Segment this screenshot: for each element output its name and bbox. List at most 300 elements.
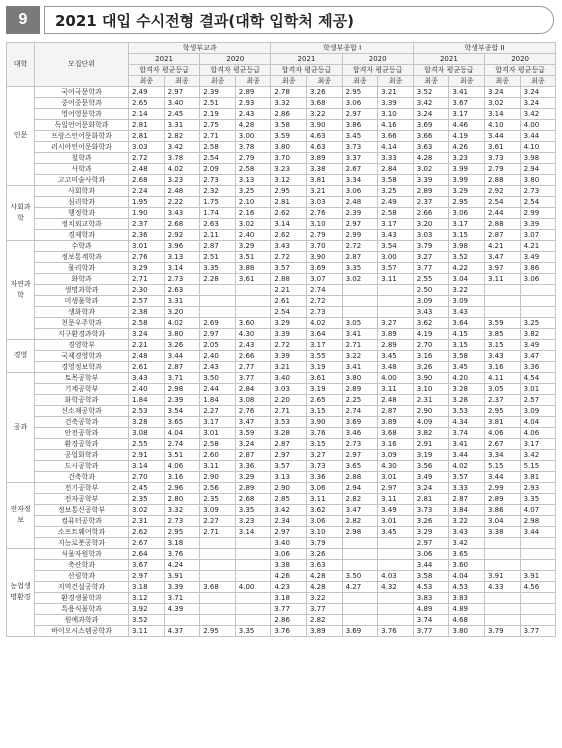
grade-value-cell [200, 284, 236, 295]
grade-value-cell: 2.40 [200, 350, 236, 361]
grade-value-cell: 3.39 [378, 97, 414, 108]
grade-value-cell: 3.06 [306, 515, 342, 526]
grade-value-cell [200, 295, 236, 306]
grade-value-cell: 4.34 [449, 416, 485, 427]
grade-value-cell: 3.29 [413, 526, 449, 537]
grade-value-cell: 3.24 [413, 482, 449, 493]
grade-value-cell: 2.90 [413, 405, 449, 416]
grade-value-cell: 2.22 [164, 196, 200, 207]
grade-value-cell: 3.08 [129, 427, 165, 438]
grade-value-cell: 2.37 [484, 394, 520, 405]
grade-value-cell: 2.58 [200, 438, 236, 449]
grade-value-cell: 2.35 [129, 493, 165, 504]
grade-value-cell: 3.13 [164, 251, 200, 262]
grade-value-cell: 4.46 [449, 119, 485, 130]
grade-value-cell: 2.87 [271, 438, 307, 449]
college-group-cell: 농업생명환경 [7, 548, 35, 636]
grade-value-cell: 3.15 [306, 438, 342, 449]
grade-value-cell: 3.26 [413, 361, 449, 372]
grade-value-cell: 2.24 [129, 185, 165, 196]
grade-value-cell: 2.37 [413, 196, 449, 207]
grade-value-cell: 3.52 [413, 86, 449, 97]
grade-value-cell [484, 614, 520, 625]
grade-value-cell: 2.73 [164, 515, 200, 526]
grade-value-cell [342, 603, 378, 614]
grade-value-cell: 4.00 [378, 372, 414, 383]
grade-value-cell: 3.47 [484, 251, 520, 262]
grade-value-cell: 4.02 [164, 317, 200, 328]
grade-value-cell: 2.45 [164, 108, 200, 119]
grade-value-cell: 2.91 [129, 449, 165, 460]
table-row [7, 273, 556, 284]
grade-value-cell: 4.30 [378, 460, 414, 471]
grade-value-cell: 4.26 [449, 141, 485, 152]
grade-value-cell: 3.09 [378, 449, 414, 460]
grade-value-cell: 3.19 [306, 383, 342, 394]
grade-value-cell: 2.95 [342, 86, 378, 97]
grade-value-cell: 2.88 [271, 273, 307, 284]
grade-value-cell: 3.81 [520, 471, 556, 482]
grade-value-cell: 4.89 [413, 603, 449, 614]
grade-value-cell: 2.30 [129, 284, 165, 295]
grade-value-cell: 2.74 [306, 284, 342, 295]
table-row [7, 548, 556, 559]
grade-value-cell: 3.43 [484, 350, 520, 361]
grade-value-cell: 2.98 [342, 526, 378, 537]
grade-value-cell: 3.70 [306, 240, 342, 251]
page-title: 2021 대입 수시전형 결과(대학 입학처 제공) [44, 6, 554, 34]
grade-value-cell: 2.89 [484, 493, 520, 504]
grade-value-cell: 3.77 [413, 625, 449, 636]
grade-value-cell [520, 603, 556, 614]
unit-name-cell: 컴퓨터공학과 [35, 515, 129, 526]
grade-value-cell: 3.06 [413, 548, 449, 559]
grade-value-cell: 3.80 [164, 328, 200, 339]
grade-value-cell: 3.69 [306, 262, 342, 273]
table-row [7, 482, 556, 493]
grade-value-cell: 2.94 [520, 163, 556, 174]
grade-value-cell: 3.81 [484, 416, 520, 427]
grade-value-cell: 3.01 [378, 515, 414, 526]
grade-value-cell: 3.65 [449, 548, 485, 559]
grade-value-cell: 3.03 [271, 383, 307, 394]
table-row [7, 97, 556, 108]
grade-value-cell: 3.01 [129, 240, 165, 251]
grade-value-cell: 3.43 [449, 306, 485, 317]
category-header: 학생부종합 I [271, 43, 413, 54]
unit-name-cell: 안전공학과 [35, 427, 129, 438]
grade-value-cell: 2.66 [413, 207, 449, 218]
grade-value-cell: 4.39 [164, 603, 200, 614]
grade-value-cell: 3.69 [342, 416, 378, 427]
grade-value-cell: 2.98 [164, 383, 200, 394]
unit-name-cell: 고고미술사학과 [35, 174, 129, 185]
grade-value-cell [200, 570, 236, 581]
grade-value-cell: 3.60 [235, 317, 271, 328]
grade-value-cell: 3.28 [449, 383, 485, 394]
grade-value-cell: 2.58 [235, 163, 271, 174]
grade-value-cell: 3.89 [306, 152, 342, 163]
table-row [7, 493, 556, 504]
grade-value-cell: 2.97 [378, 482, 414, 493]
grade-value-cell: 4.02 [449, 460, 485, 471]
college-group-cell: 공과 [7, 372, 35, 482]
grade-value-cell: 3.09 [413, 295, 449, 306]
unit-name-cell: 미생물학과 [35, 295, 129, 306]
grade-value-cell: 2.36 [129, 229, 165, 240]
grade-value-cell: 3.41 [342, 328, 378, 339]
grade-value-cell: 3.67 [129, 559, 165, 570]
grade-value-cell: 3.21 [306, 185, 342, 196]
grade-value-cell: 3.35 [520, 493, 556, 504]
grade-value-cell: 3.99 [449, 174, 485, 185]
final-header: 최종 [164, 75, 200, 86]
grade-value-cell: 2.95 [449, 196, 485, 207]
grade-value-cell: 3.92 [129, 603, 165, 614]
grade-value-cell: 2.70 [129, 471, 165, 482]
grade-value-cell: 2.68 [129, 174, 165, 185]
grade-value-cell: 3.34 [484, 449, 520, 460]
grade-value-cell: 2.54 [484, 196, 520, 207]
grade-value-cell: 4.09 [413, 416, 449, 427]
grade-value-cell: 3.66 [413, 130, 449, 141]
grade-value-cell: 3.31 [164, 295, 200, 306]
grade-value-cell: 3.84 [449, 504, 485, 515]
college-group-cell: 전자정보 [7, 482, 35, 548]
grade-value-cell: 2.95 [164, 526, 200, 537]
college-group-cell: 인문 [7, 86, 35, 185]
grade-value-cell: 3.47 [520, 350, 556, 361]
table-row [7, 108, 556, 119]
table-row [7, 152, 556, 163]
grade-value-cell: 2.89 [342, 383, 378, 394]
grade-value-cell: 3.26 [306, 86, 342, 97]
grade-value-cell: 3.42 [520, 108, 556, 119]
grade-value-cell: 3.31 [164, 119, 200, 130]
grade-value-cell: 3.91 [520, 570, 556, 581]
grade-value-cell: 3.63 [413, 141, 449, 152]
grade-value-cell: 2.58 [378, 207, 414, 218]
unit-name-cell: 기계공학부 [35, 383, 129, 394]
grade-value-cell: 4.10 [520, 141, 556, 152]
grade-value-cell: 2.82 [342, 515, 378, 526]
grade-value-cell: 2.63 [164, 284, 200, 295]
unit-name-cell: 원예과학과 [35, 614, 129, 625]
grade-value-cell: 3.22 [449, 515, 485, 526]
grade-value-cell: 2.69 [200, 317, 236, 328]
grade-value-cell: 2.87 [378, 405, 414, 416]
grade-value-cell [378, 306, 414, 317]
grade-value-cell: 3.36 [520, 361, 556, 372]
grade-value-cell: 4.04 [164, 427, 200, 438]
grade-value-cell [235, 614, 271, 625]
grade-value-cell: 2.75 [200, 119, 236, 130]
grade-value-cell: 4.16 [378, 119, 414, 130]
grade-value-cell: 3.68 [306, 97, 342, 108]
grade-value-cell: 3.26 [164, 339, 200, 350]
grade-value-cell: 3.35 [235, 625, 271, 636]
grade-value-cell: 3.09 [200, 504, 236, 515]
grade-value-cell: 2.73 [306, 306, 342, 317]
grade-value-cell: 2.58 [200, 141, 236, 152]
grade-value-cell [235, 559, 271, 570]
grade-value-cell: 3.79 [484, 625, 520, 636]
grade-value-cell: 2.62 [129, 526, 165, 537]
grade-value-cell: 2.44 [484, 207, 520, 218]
grade-value-cell: 2.39 [342, 207, 378, 218]
grade-value-cell: 2.88 [484, 174, 520, 185]
unit-name-cell: 특용식물학과 [35, 603, 129, 614]
grade-value-cell: 2.49 [129, 86, 165, 97]
grade-value-cell: 3.01 [520, 383, 556, 394]
grade-value-cell: 3.59 [235, 427, 271, 438]
grade-value-cell: 3.41 [342, 361, 378, 372]
unit-name-cell: 도시공학과 [35, 460, 129, 471]
table-row [7, 141, 556, 152]
grade-value-cell [342, 295, 378, 306]
grade-value-cell: 3.24 [413, 108, 449, 119]
grade-value-cell: 3.86 [484, 504, 520, 515]
grade-value-cell: 4.20 [449, 372, 485, 383]
unit-name-cell: 물리학과 [35, 262, 129, 273]
grade-value-cell: 3.90 [413, 372, 449, 383]
grade-value-cell: 3.69 [342, 625, 378, 636]
grade-value-cell: 4.11 [484, 372, 520, 383]
grade-value-cell: 3.24 [129, 328, 165, 339]
grade-value-cell: 4.27 [342, 581, 378, 592]
grade-value-cell: 3.90 [306, 251, 342, 262]
grade-value-cell: 2.45 [129, 482, 165, 493]
grade-value-cell: 2.89 [378, 339, 414, 350]
grade-value-cell: 2.54 [200, 152, 236, 163]
grade-value-cell: 3.15 [484, 339, 520, 350]
grade-value-cell: 3.24 [520, 97, 556, 108]
year-header: 2020 [484, 54, 555, 65]
grade-value-cell: 4.37 [164, 625, 200, 636]
grade-value-cell: 2.25 [342, 394, 378, 405]
grade-value-cell: 3.80 [271, 141, 307, 152]
grade-value-cell: 3.18 [271, 592, 307, 603]
grade-value-cell: 3.39 [271, 328, 307, 339]
grade-value-cell: 2.51 [200, 251, 236, 262]
grade-value-cell: 4.53 [449, 581, 485, 592]
table-row [7, 515, 556, 526]
grade-value-cell: 3.43 [129, 372, 165, 383]
grade-value-cell: 3.41 [449, 438, 485, 449]
grade-value-cell: 3.78 [235, 141, 271, 152]
grade-value-cell: 1.75 [200, 196, 236, 207]
grade-value-cell: 2.81 [271, 196, 307, 207]
grade-value-cell: 3.39 [413, 174, 449, 185]
table-row [7, 196, 556, 207]
grade-value-cell: 3.61 [235, 273, 271, 284]
grade-value-cell: 3.54 [164, 405, 200, 416]
grade-value-cell: 3.00 [235, 130, 271, 141]
grade-value-cell: 2.76 [235, 405, 271, 416]
unit-name-cell: 경영정보학과 [35, 361, 129, 372]
grade-value-cell: 2.67 [342, 163, 378, 174]
grade-value-cell: 2.40 [235, 229, 271, 240]
grade-value-cell: 3.90 [306, 416, 342, 427]
grade-value-cell: 4.02 [164, 163, 200, 174]
grade-value-cell: 3.22 [449, 284, 485, 295]
grade-value-cell: 3.89 [378, 328, 414, 339]
table-row [7, 295, 556, 306]
grade-value-cell: 3.68 [378, 427, 414, 438]
table-row [7, 581, 556, 592]
grade-value-cell: 3.17 [449, 218, 485, 229]
grade-value-cell: 3.13 [235, 174, 271, 185]
table-row [7, 603, 556, 614]
grade-value-cell: 3.42 [271, 504, 307, 515]
grade-value-cell: 2.32 [200, 185, 236, 196]
grade-value-cell: 3.54 [378, 240, 414, 251]
grade-value-cell: 4.15 [449, 328, 485, 339]
grade-value-cell: 3.41 [449, 86, 485, 97]
grade-value-cell: 4.07 [520, 504, 556, 515]
grade-value-cell [484, 306, 520, 317]
grade-value-cell: 2.95 [271, 185, 307, 196]
grade-value-cell: 3.24 [235, 438, 271, 449]
grade-value-cell: 3.57 [271, 460, 307, 471]
table-row [7, 559, 556, 570]
table-row [7, 251, 556, 262]
grade-value-cell: 3.14 [164, 262, 200, 273]
grade-value-cell: 2.81 [413, 493, 449, 504]
grade-value-cell: 3.73 [413, 504, 449, 515]
grade-value-cell: 3.09 [520, 405, 556, 416]
table-row [7, 570, 556, 581]
grade-value-cell: 3.18 [164, 537, 200, 548]
grade-value-cell: 4.10 [484, 119, 520, 130]
grade-value-cell: 3.60 [449, 559, 485, 570]
unit-name-cell: 건축학과 [35, 471, 129, 482]
grade-value-cell: 3.29 [271, 317, 307, 328]
grade-value-cell: 2.57 [520, 394, 556, 405]
grade-value-cell: 3.03 [413, 229, 449, 240]
grade-value-cell: 3.12 [271, 174, 307, 185]
grade-value-cell: 2.97 [271, 526, 307, 537]
grade-value-cell: 2.89 [235, 86, 271, 97]
grade-value-cell: 3.11 [378, 493, 414, 504]
grade-value-cell: 3.11 [378, 273, 414, 284]
grade-value-cell: 2.55 [413, 273, 449, 284]
table-row [7, 416, 556, 427]
grade-value-cell: 3.58 [413, 570, 449, 581]
grade-value-cell: 4.06 [520, 427, 556, 438]
grade-value-cell: 3.45 [378, 350, 414, 361]
grade-value-cell: 2.63 [200, 218, 236, 229]
header-row-categories [7, 43, 556, 54]
category-header: 학생부교과 [129, 43, 271, 54]
grade-value-cell: 3.19 [413, 449, 449, 460]
grade-value-cell: 2.37 [129, 218, 165, 229]
grade-value-cell: 2.87 [484, 229, 520, 240]
grade-value-cell: 3.11 [484, 273, 520, 284]
unit-name-cell: 경영학부 [35, 339, 129, 350]
table-row [7, 438, 556, 449]
grade-value-cell: 2.68 [164, 218, 200, 229]
grade-value-cell [520, 548, 556, 559]
table-row [7, 306, 556, 317]
grade-value-cell [520, 284, 556, 295]
grade-value-cell [484, 537, 520, 548]
grade-value-cell: 3.06 [306, 482, 342, 493]
grade-value-cell: 3.26 [413, 515, 449, 526]
final-header: 최종 [378, 75, 414, 86]
grade-value-cell [342, 614, 378, 625]
table-row [7, 449, 556, 460]
grade-value-cell: 2.65 [129, 97, 165, 108]
grade-value-cell: 3.42 [520, 449, 556, 460]
grade-value-cell: 3.05 [484, 383, 520, 394]
grade-value-cell: 2.76 [129, 251, 165, 262]
grade-value-cell: 3.44 [413, 559, 449, 570]
grade-value-cell [484, 295, 520, 306]
grade-value-cell: 2.49 [378, 196, 414, 207]
grade-value-cell: 3.08 [235, 394, 271, 405]
grade-value-cell: 4.63 [306, 130, 342, 141]
grade-value-cell: 2.79 [484, 163, 520, 174]
grade-value-cell: 3.62 [413, 317, 449, 328]
year-header: 2021 [271, 54, 342, 65]
grade-value-cell: 3.44 [520, 130, 556, 141]
grade-value-cell [235, 306, 271, 317]
grade-value-cell: 3.73 [342, 141, 378, 152]
unit-name-cell: 천문우주학과 [35, 317, 129, 328]
table-row [7, 339, 556, 350]
grade-value-cell: 3.33 [449, 482, 485, 493]
grade-value-cell: 2.82 [306, 614, 342, 625]
grade-value-cell: 3.63 [306, 559, 342, 570]
table-row [7, 504, 556, 515]
unit-name-cell: 산림학과 [35, 570, 129, 581]
table-row [7, 174, 556, 185]
college-group-cell: 사회과학 [7, 185, 35, 240]
grade-value-cell: 3.15 [449, 229, 485, 240]
grade-value-cell: 3.80 [342, 372, 378, 383]
grade-value-cell: 3.51 [235, 251, 271, 262]
grade-value-cell: 4.68 [449, 614, 485, 625]
unit-name-cell: 지능로봇공학과 [35, 537, 129, 548]
grade-value-cell: 3.50 [342, 570, 378, 581]
table-row [7, 350, 556, 361]
unit-name-cell: 바이오시스템공학과 [35, 625, 129, 636]
table-row [7, 625, 556, 636]
grade-value-cell: 3.25 [235, 185, 271, 196]
grade-value-cell: 3.23 [235, 515, 271, 526]
grade-value-cell: 3.58 [378, 174, 414, 185]
grade-value-cell: 2.81 [129, 119, 165, 130]
grade-value-cell: 3.27 [413, 251, 449, 262]
grade-value-cell: 2.87 [342, 251, 378, 262]
grade-value-cell: 3.47 [342, 504, 378, 515]
grade-value-cell: 3.49 [520, 251, 556, 262]
grade-value-cell: 4.28 [306, 570, 342, 581]
table-row [7, 427, 556, 438]
grade-value-cell: 2.97 [200, 328, 236, 339]
grade-value-cell: 3.34 [342, 174, 378, 185]
grade-value-cell [342, 592, 378, 603]
grade-value-cell: 3.76 [306, 427, 342, 438]
grade-value-cell: 4.04 [449, 570, 485, 581]
table-row [7, 218, 556, 229]
grade-value-cell: 2.31 [129, 515, 165, 526]
final-header: 최종 [449, 75, 485, 86]
grade-value-cell: 3.29 [449, 185, 485, 196]
grade-value-cell: 2.96 [164, 482, 200, 493]
unit-name-cell: 프랑스언어문화학과 [35, 130, 129, 141]
